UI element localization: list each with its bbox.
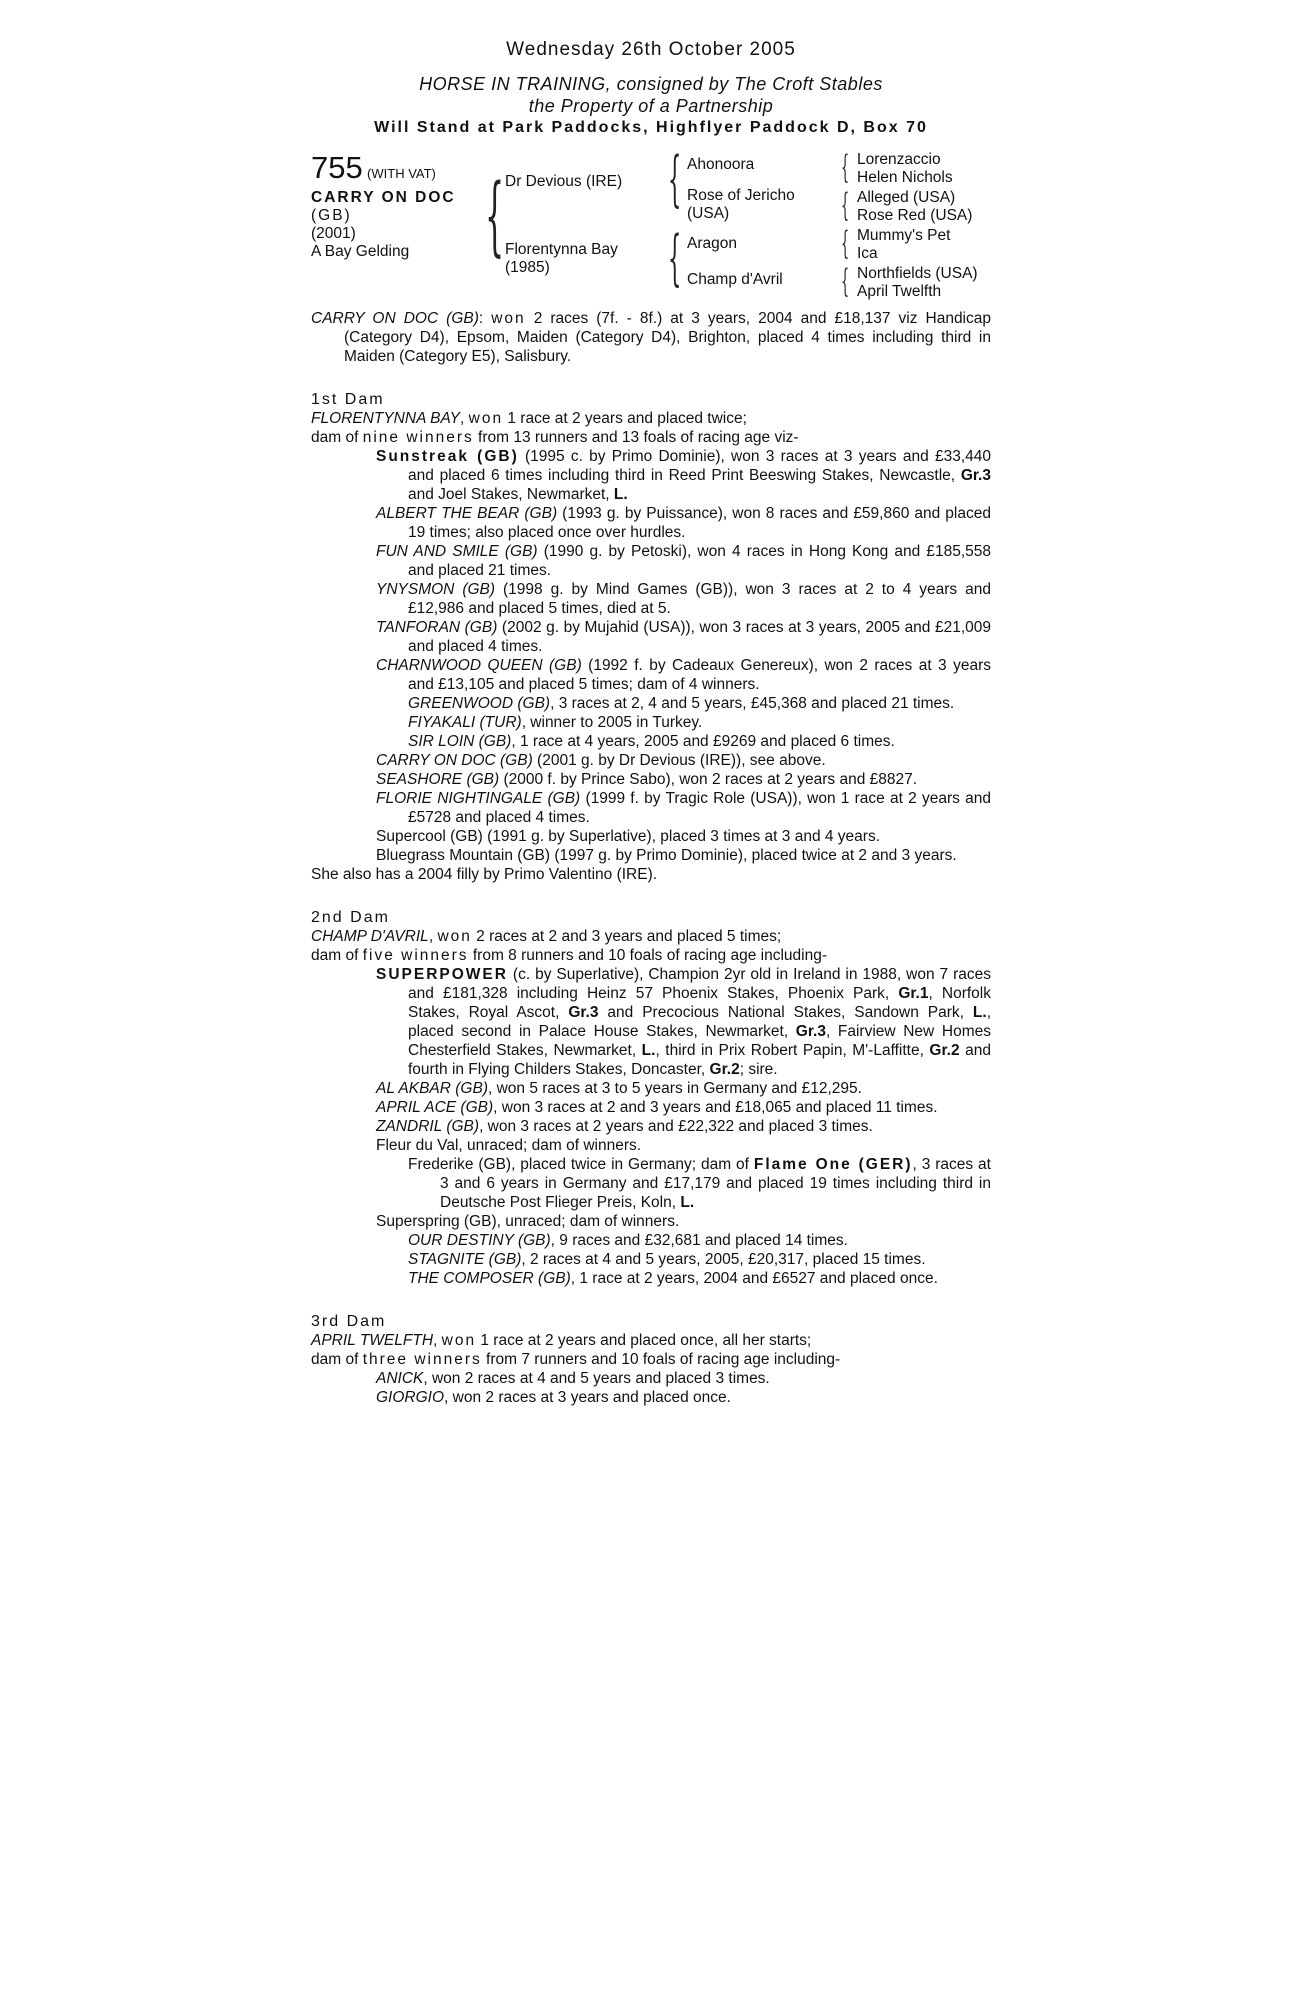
produce-entry (311, 1388, 991, 1407)
produce-text: , won 2 races at 4 and 5 years and placed 3 times. (423, 1370, 770, 1387)
second-dam-section (311, 908, 991, 1288)
won-label: won (468, 410, 504, 427)
produce-text: , 3 races at 3 and 6 years in Germany and £17,179 and placed 19 times including third in Deutsche Post Flieger Preis, Koln, (440, 1156, 991, 1211)
produce-name: ZANDRIL (GB) (376, 1118, 480, 1135)
pedigree-sss: Lorenzaccio (857, 151, 941, 168)
produce-entry: Supercool (GB) (1991 g. by Superlative), placed 3 times at 3 and 4 years. (376, 828, 881, 845)
brace-icon: { (841, 224, 850, 262)
produce-name: GIORGIO (376, 1389, 445, 1406)
produce-text: and Joel Stakes, Newmarket, (408, 486, 614, 503)
produce-name: STAGNITE (GB) (408, 1251, 522, 1268)
produce-entry (311, 656, 991, 694)
pedigree-dam-sire: Aragon (687, 235, 737, 252)
dam-produce-summary (311, 946, 991, 965)
produce-text: (2000 f. by Prince Sabo), won 2 races at 2 years and £8827. (499, 771, 918, 788)
grand-produce-entry (311, 1231, 991, 1250)
produce-name: FIYAKALI (TUR) (408, 714, 522, 731)
section-title: 1st Dam (311, 391, 385, 408)
won-label: won (437, 928, 472, 945)
pedigree-dsd: Ica (857, 245, 878, 262)
produce-name: APRIL ACE (GB) (376, 1099, 494, 1116)
winners-count: three winners (362, 1351, 482, 1368)
horse-country: (GB) (311, 207, 352, 224)
produce-name: GREENWOOD (GB) (408, 695, 551, 712)
pedigree-dds: Northfields (USA) (857, 265, 978, 282)
pedigree-sds: Alleged (USA) (857, 189, 956, 206)
produce-text: and fourth in Flying Childers Stakes, Doncaster, (408, 1042, 991, 1078)
group-label: Gr.3 (960, 467, 991, 484)
horse-year: (2001) (311, 225, 356, 242)
produce-entry (311, 789, 991, 827)
produce-text: , 2 races at 4 and 5 years, 2005, £20,317, placed 15 times. (521, 1251, 926, 1268)
summary-horse-name: CARRY ON DOC (GB) (311, 310, 479, 327)
pedigree-sire-dam: Rose of Jericho (687, 187, 795, 204)
pedigree-sdd: Rose Red (USA) (857, 207, 973, 224)
produce-text: , won 5 races at 3 to 5 years in Germany and £12,295. (487, 1080, 862, 1097)
produce-text: (1999 f. by Tragic Role (USA)), won 1 race at 2 years and £5728 and placed 4 times. (408, 790, 991, 826)
pedigree-dam: Florentynna Bay (505, 241, 618, 258)
produce-entry (311, 542, 991, 580)
pedigree-ddd: April Twelfth (857, 283, 942, 300)
produce-text: , 3 races at 2, 4 and 5 years, £45,368 and placed 21 times. (550, 695, 955, 712)
produce-entry: Fleur du Val, unraced; dam of winners. (376, 1137, 642, 1154)
produce-name: AL AKBAR (GB) (376, 1080, 488, 1097)
produce-text: , won 3 races at 2 and 3 years and £18,065 and placed 11 times. (493, 1099, 938, 1116)
grand-produce-entry (311, 1250, 991, 1269)
produce-name: SEASHORE (GB) (376, 771, 500, 788)
produce-text: , won 2 races at 3 years and placed once. (444, 1389, 731, 1406)
pedigree-sire: Dr Devious (IRE) (505, 173, 623, 190)
produce-entry (311, 1098, 991, 1117)
winners-count: five winners (362, 947, 469, 964)
race-record-summary: CARRY ON DOC (GB): won 2 races (7f. - 8f.) at 3 years, 2004 and £18,137 viz Handicap (Category D4), Epsom, Maiden (Category D4), Brighton, placed 4 times including third in Maiden (Category E5), Salisbury. (311, 310, 991, 365)
produce-text: (2001 g. by Dr Devious (IRE)), see above. (532, 752, 826, 769)
location-line: Will Stand at Park Paddocks, Highflyer Paddock D, Box 70 (374, 119, 928, 136)
vat-note: (WITH VAT) (367, 166, 436, 181)
produce-entry (311, 504, 991, 542)
dam-of-text: from 13 runners and 13 foals of racing age viz- (473, 429, 799, 446)
produce-entry (311, 1369, 991, 1388)
won-label: won (491, 310, 526, 327)
listed-label: L. (641, 1042, 656, 1059)
produce-text: , 1 race at 4 years, 2005 and £9269 and placed 6 times. (511, 733, 895, 750)
produce-name: TANFORAN (GB) (376, 619, 498, 636)
section-title: 2nd Dam (311, 909, 390, 926)
third-dam-section (311, 1312, 991, 1407)
produce-name: FLORIE NIGHTINGALE (GB) (376, 790, 581, 807)
produce-entry (311, 1117, 991, 1136)
brace-icon: { (841, 262, 850, 300)
section-title: 3rd Dam (311, 1313, 387, 1330)
dam-of-label: dam of (311, 947, 363, 964)
winners-count: nine winners (362, 429, 474, 446)
produce-text: Frederike (GB), placed twice in Germany; dam of (408, 1156, 754, 1173)
listed-label: L. (680, 1194, 695, 1211)
sale-date: Wednesday 26th October 2005 (506, 39, 796, 60)
property-line: the Property of a Partnership (528, 96, 774, 116)
first-dam-section (311, 390, 991, 884)
produce-name: Sunstreak (GB) (376, 448, 519, 465)
dam-of-text: from 7 runners and 10 foals of racing age including- (481, 1351, 841, 1368)
dam-record: APRIL TWELFTH, won 1 race at 2 years and placed once, all her starts; (311, 1332, 812, 1349)
produce-text: (c. by Superlative), Champion 2yr old in Ireland in 1988, won 7 races and £181,328 including Heinz 57 Phoenix Stakes, Phoenix Park, (408, 966, 991, 1002)
produce-name: OUR DESTINY (GB) (408, 1232, 551, 1249)
horse-description: A Bay Gelding (311, 243, 410, 260)
produce-entry (311, 447, 991, 504)
produce-text: (1990 g. by Petoski), won 4 races in Hong Kong and £185,558 and placed 21 times. (408, 543, 991, 579)
produce-text: and Precocious National Stakes, Sandown Park, (598, 1004, 973, 1021)
brace-icon: { (668, 223, 682, 293)
dam-produce-summary (311, 1350, 991, 1369)
dam-produce-summary (311, 428, 991, 447)
produce-entry (311, 965, 991, 1079)
summary-text: 2 races (7f. - 8f.) at 3 years, 2004 and £18,137 viz Handicap (Category D4), Epsom, Maiden (Category D4), Brighton, placed 4 times including third in Maiden (Category E5), Salisbury. (344, 310, 991, 365)
dam-record-text: 1 race at 2 years and placed once, all her starts; (476, 1332, 812, 1349)
dam-of-label: dam of (311, 429, 363, 446)
brace-icon: { (485, 166, 505, 266)
dam-record-text: 1 race at 2 years and placed twice; (503, 410, 747, 427)
produce-name: ALBERT THE BEAR (GB) (376, 505, 558, 522)
dam-name: FLORENTYNNA BAY (311, 410, 460, 427)
pedigree-dss: Mummy's Pet (857, 227, 951, 244)
lot-number-block (311, 151, 436, 185)
produce-text: , third in Prix Robert Papin, M'-Laffitte, (655, 1042, 930, 1059)
produce-text: , placed second in Palace House Stakes, Newmarket, (408, 1004, 991, 1040)
brace-icon: { (841, 148, 850, 186)
produce-name: FUN AND SMILE (GB) (376, 543, 538, 560)
produce-entry (311, 751, 991, 770)
produce-text: (1992 f. by Cadeaux Genereux), won 2 races at 3 years and £13,105 and placed 5 times; dam of 4 winners. (408, 657, 991, 693)
dam-name: CHAMP D'AVRIL (311, 928, 429, 945)
dam-name: APRIL TWELFTH (311, 1332, 434, 1349)
listed-label: L. (972, 1004, 987, 1021)
pedigree-dam-dam: Champ d'Avril (687, 271, 783, 288)
closing-note: She also has a 2004 filly by Primo Valentino (IRE). (311, 866, 658, 883)
produce-name: SUPERPOWER (376, 966, 508, 983)
produce-text: , Fairview New Homes Chesterfield Stakes, Newmarket, (408, 1023, 991, 1059)
produce-entry: Bluegrass Mountain (GB) (1997 g. by Primo Dominie), placed twice at 2 and 3 years. (376, 847, 957, 864)
produce-text: (2002 g. by Mujahid (USA)), won 3 races at 3 years, 2005 and £21,009 and placed 4 times. (408, 619, 991, 655)
dam-of-label: dam of (311, 1351, 363, 1368)
pedigree-ssd: Helen Nichols (857, 169, 953, 186)
grand-produce-entry (311, 713, 991, 732)
produce-entry: Superspring (GB), unraced; dam of winners. (376, 1213, 680, 1230)
listed-label: L. (613, 486, 628, 503)
dam-record: CHAMP D'AVRIL, won 2 races at 2 and 3 years and placed 5 times; (311, 928, 782, 945)
produce-name: CHARNWOOD QUEEN (GB) (376, 657, 582, 674)
produce-text: , Norfolk Stakes, Royal Ascot, (408, 985, 991, 1021)
produce-name: THE COMPOSER (GB) (408, 1270, 571, 1287)
pedigree-dam-year: (1985) (505, 259, 550, 276)
produce-entry (311, 580, 991, 618)
produce-text: , 1 race at 2 years, 2004 and £6527 and placed once. (570, 1270, 938, 1287)
produce-entry (311, 618, 991, 656)
group-label: Gr.1 (898, 985, 929, 1002)
produce-name: Flame One (GER) (753, 1156, 913, 1173)
brace-icon: { (841, 186, 850, 224)
produce-text: ; sire. (739, 1061, 778, 1078)
produce-entry (311, 1079, 991, 1098)
group-label: Gr.2 (709, 1061, 740, 1078)
produce-text: (1995 c. by Primo Dominie), won 3 races at 3 years and £33,440 and placed 6 times including third in Reed Print Beeswing Stakes, Newcastle, (408, 448, 991, 484)
group-label: Gr.2 (929, 1042, 960, 1059)
group-label: Gr.3 (795, 1023, 826, 1040)
catalogue-page (311, 40, 991, 1407)
produce-name: CARRY ON DOC (GB) (376, 752, 533, 769)
grand-produce-entry (311, 1269, 991, 1288)
pedigree-table (311, 144, 991, 301)
grand-produce-entry (311, 694, 991, 713)
consignor-line: HORSE IN TRAINING, consigned by The Croft Stables (419, 74, 883, 94)
brace-icon: { (668, 144, 682, 214)
won-label: won (441, 1332, 477, 1349)
pedigree-sire-dam-country: (USA) (687, 205, 730, 222)
lot-number: 755 (311, 150, 363, 185)
pedigree-sire-sire: Ahonoora (687, 156, 755, 173)
grand-produce-entry (311, 1155, 991, 1212)
dam-record: FLORENTYNNA BAY, won 1 race at 2 years and placed twice; (311, 410, 747, 427)
produce-entry (311, 770, 991, 789)
produce-text: , 9 races and £32,681 and placed 14 times. (550, 1232, 848, 1249)
grand-produce-entry (311, 732, 991, 751)
dam-of-text: from 8 runners and 10 foals of racing age including- (468, 947, 827, 964)
produce-text: (1993 g. by Puissance), won 8 races and £59,860 and placed 19 times; also placed once over hurdles. (408, 505, 991, 541)
produce-name: ANICK (376, 1370, 424, 1387)
horse-name: CARRY ON DOC (311, 189, 456, 206)
produce-text: , winner to 2005 in Turkey. (521, 714, 703, 731)
produce-text: (1998 g. by Mind Games (GB)), won 3 races at 2 to 4 years and £12,986 and placed 5 times, died at 5. (408, 581, 991, 617)
produce-name: YNYSMON (GB) (376, 581, 496, 598)
produce-name: SIR LOIN (GB) (408, 733, 512, 750)
dam-record-text: 2 races at 2 and 3 years and placed 5 times; (471, 928, 782, 945)
produce-text: , won 3 races at 2 years and £22,322 and placed 3 times. (479, 1118, 873, 1135)
group-label: Gr.3 (568, 1004, 599, 1021)
